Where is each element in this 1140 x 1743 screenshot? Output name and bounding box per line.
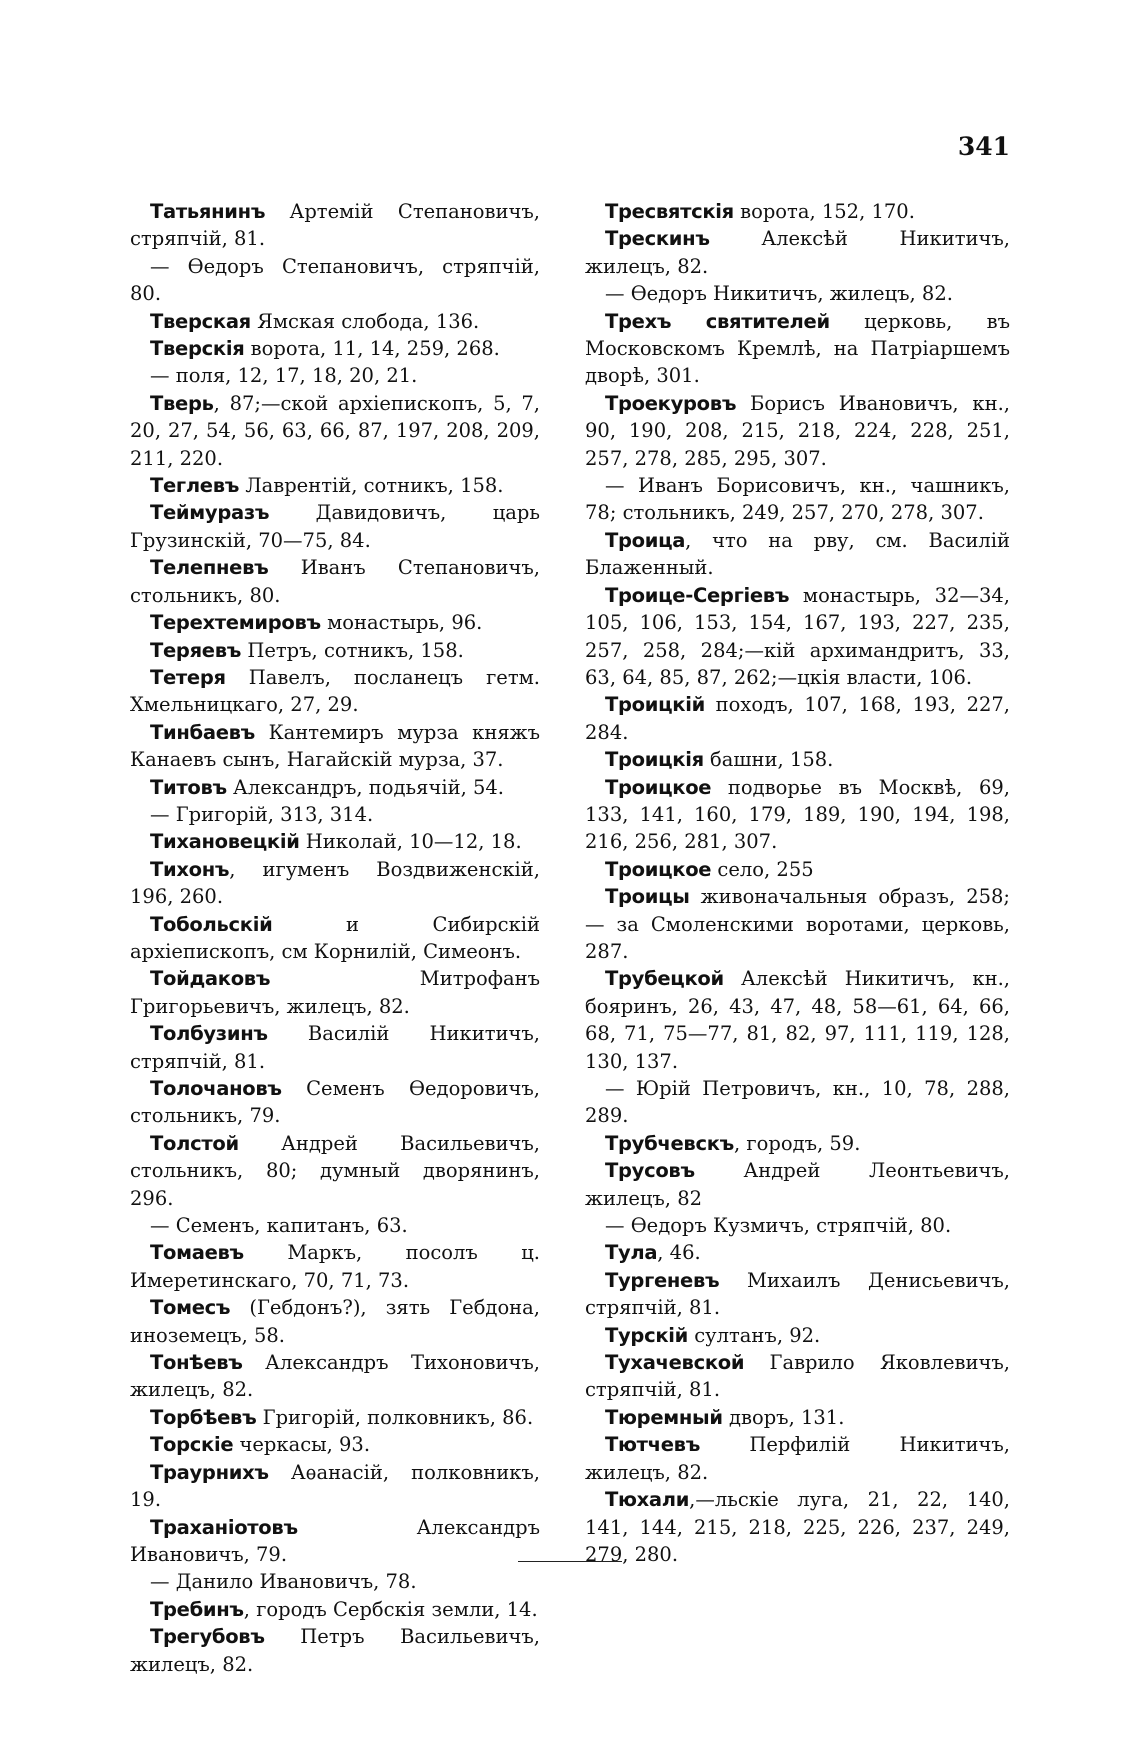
entry-headword: Тула [605,1241,658,1265]
index-entry [130,390,540,472]
entry-text: Борисъ Ивановичъ, кн., 90, 190, 208, 215, 218, 224, 228, 251, 257, 278, 285, 295, 307. [585,391,1010,470]
index-entry [130,1212,540,1239]
entry-text: церковь, въ Московскомъ Кремлѣ, на Патріаршемъ дворѣ, 301. [585,309,1010,388]
entry-headword: Троицкое [605,857,712,881]
entry-headword: Троицкія [605,748,704,772]
index-entry [130,1431,540,1458]
entry-text: подворье въ Москвѣ, 69, 133, 141, 160, 179, 189, 190, 194, 198, 216, 256, 281, 307. [585,775,1010,854]
end-rule [518,1561,622,1562]
entry-text: походъ, 107, 168, 193, 227, 284. [585,693,1010,744]
index-column-right [585,198,1010,1568]
entry-headword: Трубчевскъ [605,1131,734,1155]
entry-text: Михаилъ Денисьевичъ, стряпчій, 81. [585,1268,1010,1320]
entry-headword: Тетеря [150,665,226,689]
index-entry [130,1130,540,1212]
entry-headword: Траурнихъ [150,1460,269,1484]
entry-headword: Тверскія [150,337,245,361]
index-entry [130,609,540,636]
page-number: 341 [957,132,1010,161]
index-column-left [130,198,540,1678]
entry-text: , 87;—ской архіепископъ, 5, 7, 20, 27, 54, 56, 63, 66, 87, 197, 208, 209, 211, 220. [130,391,540,470]
entry-text: , что на рву, см. Василій Блаженный. [585,528,1010,580]
index-entry [585,472,1010,527]
index-entry [585,691,1010,746]
index-entry [130,801,540,828]
index-entry [585,883,1010,965]
index-entry [585,774,1010,856]
entry-headword: Торбѣевъ [150,1405,257,1429]
entry-text: — Семенъ, капитанъ, 63. [150,1214,408,1238]
index-entry [585,1349,1010,1404]
entry-text: — Григорій, 313, 314. [150,802,374,826]
entry-text: Александръ, подьячій, 54. [226,775,504,799]
entry-headword: Татьянинъ [150,200,266,223]
index-entry [130,308,540,335]
entry-headword: Телепневъ [150,556,269,580]
index-entry [130,472,540,499]
index-entry [585,582,1010,692]
index-entry [585,527,1010,582]
entry-headword: Толочановъ [150,1077,282,1100]
index-entry [130,1568,540,1595]
entry-text: Давидовичъ, царь Грузинскій, 70—75, 84. [130,501,540,552]
entry-headword: Томесъ [150,1296,231,1320]
entry-headword: Толстой [150,1131,239,1155]
entry-headword: Тойдаковъ [150,967,271,991]
entry-text: Иванъ Степановичъ, стольникъ, 80. [130,556,540,607]
index-entry [130,774,540,801]
entry-text: Александръ Тихоновичъ, жилецъ, 82. [130,1351,540,1402]
entry-text: — Ѳедоръ Кузмичъ, стряпчій, 80. [605,1214,952,1238]
index-entry [585,965,1010,1075]
entry-text: живоначальныя образъ, 258;— за Смоленскими воротами, церковь, 287. [585,885,1010,963]
index-entry [130,719,540,774]
entry-headword: Тихонъ [150,857,230,881]
entry-headword: Тверь [150,391,214,415]
index-entry [585,198,1010,225]
entry-text: Григорій, полковникъ, 86. [256,1405,534,1429]
entry-headword: Троицкое [605,775,712,799]
index-entry [130,362,540,389]
index-entry [585,1431,1010,1486]
index-entry [585,1239,1010,1266]
entry-headword: Тинбаевъ [150,720,256,744]
entry-text: Петръ Васильевичъ, жилецъ, 82. [130,1625,540,1676]
index-entry [585,308,1010,390]
entry-headword: Теряевъ [150,638,242,662]
entry-text: черкасы, 93. [233,1433,371,1457]
entry-text: Павелъ, посланецъ гетм. Хмельницкаго, 27, 29. [130,665,540,717]
entry-headword: Тургеневъ [605,1268,720,1292]
entry-headword: Трехъ святителей [605,309,830,333]
entry-text: Алексѣй Никитичъ, жилецъ, 82. [585,227,1010,278]
index-entry [585,1486,1010,1568]
entry-text: Алексѣй Никитичъ, кн., бояринъ, 26, 43, 47, 48, 58—61, 64, 66, 68, 71, 75—77, 81, 82, 97, 111, 119, 128, 130, 137. [585,967,1010,1073]
entry-text: Ямская слобода, 136. [250,309,480,333]
entry-text: Андрей Васильевичъ, стольникъ, 80; думный дворянинъ, 296. [130,1131,540,1210]
entry-text: Гаврило Яковлевичъ, стряпчій, 81. [585,1351,1010,1402]
entry-text: Петръ, сотникъ, 158. [241,638,464,662]
entry-headword: Трегубовъ [150,1625,265,1649]
entry-text: Василій Никитичъ, стряпчій, 81. [130,1022,540,1073]
entry-text: ворота, 11, 14, 259, 268. [244,337,500,361]
entry-headword: Троицкій [605,693,705,717]
index-entry [130,856,540,911]
entry-text: и Сибирскій архіепископъ, см Корнилій, Симеонъ. [130,912,540,963]
entry-headword: Тверская [150,309,251,333]
entry-headword: Терехтемировъ [150,611,321,635]
index-entry [130,554,540,609]
entry-headword: Турскій [605,1323,689,1347]
entry-text: — Данило Ивановичъ, 78. [150,1570,417,1594]
entry-text: — Ѳедоръ Степановичъ, стряпчій, 80. [130,254,540,306]
entry-headword: Тюхали [605,1488,690,1512]
entry-text: — поля, 12, 17, 18, 20, 21. [150,364,418,388]
entry-text: монастырь, 96. [320,611,483,635]
index-entry [585,1157,1010,1212]
entry-headword: Тонѣевъ [150,1351,243,1375]
index-entry [130,1596,540,1623]
entry-text: — Иванъ Борисовичъ, кн., чашникъ, 78; стольникъ, 249, 257, 270, 278, 307. [585,474,1010,525]
index-entry [585,1130,1010,1157]
entry-text: село, 255 [711,857,814,881]
entry-headword: Требинъ [150,1597,244,1621]
entry-text: Лаврентій, сотникъ, 158. [239,474,504,498]
index-entry [585,1075,1010,1130]
index-entry [585,1267,1010,1322]
index-entry [130,637,540,664]
entry-text: дворъ, 131. [722,1405,845,1429]
index-entry [130,1514,540,1569]
entry-headword: Трусовъ [605,1159,695,1183]
index-entry [130,499,540,554]
entry-headword: Тюремный [605,1405,723,1429]
entry-text: башни, 158. [703,748,834,772]
entry-text: Маркъ, посолъ ц. Имеретинскаго, 70, 71, 73. [130,1241,540,1292]
index-entry [130,1239,540,1294]
entry-text: Семенъ Ѳедоровичъ, стольникъ, 79. [130,1077,540,1128]
entry-text: монастырь, 32—34, 105, 106, 153, 154, 167, 193, 227, 235, 257, 258, 284;—кій архимандритъ, 33, 63, 64, 85, 87, 262;—цкія власти, 106. [585,583,1010,689]
entry-text: Артемій Степановичъ, стряпчій, 81. [130,200,540,251]
entry-text: Кантемиръ мурза княжъ Канаевъ сынъ, Нагайскій мурза, 37. [130,720,540,772]
index-entry [585,1404,1010,1431]
entry-text: (Гебдонъ?), зять Гебдона, иноземецъ, 58. [130,1296,540,1347]
entry-headword: Траханіотовъ [150,1515,298,1539]
entry-text: Николай, 10—12, 18. [299,830,522,854]
index-entry [585,280,1010,307]
entry-text: ворота, 152, 170. [733,200,915,223]
entry-headword: Теймуразъ [150,501,270,525]
index-entry [130,1404,540,1431]
index-entry [130,198,540,253]
index-entry [130,965,540,1020]
entry-headword: Толбузинъ [150,1022,268,1046]
entry-text: Аѳанасій, полковникъ, 19. [130,1460,540,1512]
entry-text: — Ѳедоръ Никитичъ, жилецъ, 82. [605,282,953,306]
entry-text: Перфилій Никитичъ, жилецъ, 82. [585,1433,1010,1484]
entry-headword: Троица [605,528,686,552]
index-entry [130,1623,540,1678]
index-entry [585,746,1010,773]
index-entry [585,856,1010,883]
index-entry [585,225,1010,280]
entry-text: — Юрій Петровичъ, кн., 10, 78, 288, 289. [585,1077,1010,1128]
index-entry [130,1294,540,1349]
index-entry [130,1459,540,1514]
entry-headword: Тихановецкій [150,830,300,854]
index-entry [130,664,540,719]
entry-text: , игуменъ Воздвиженскій, 196, 260. [130,857,540,909]
entry-text: , городъ Сербскія земли, 14. [243,1597,538,1621]
index-entry [130,828,540,855]
index-entry [130,335,540,362]
entry-headword: Тютчевъ [605,1433,701,1457]
entry-text: Андрей Леонтьевичъ, жилецъ, 82 [585,1159,1010,1210]
entry-headword: Тухачевской [605,1351,745,1375]
index-entry [585,390,1010,472]
entry-text: , городъ, 59. [734,1131,861,1155]
entry-text: Александръ Ивановичъ, 79. [130,1515,540,1566]
index-entry [130,253,540,308]
index-entry [130,1349,540,1404]
entry-text: Митрофанъ Григорьевичъ, жилецъ, 82. [130,967,540,1018]
index-entry [130,1075,540,1130]
index-entry [585,1212,1010,1239]
entry-headword: Томаевъ [150,1241,244,1265]
entry-headword: Троице-Сергіевъ [605,583,790,607]
entry-headword: Тресвятскія [605,200,734,223]
index-entry [585,1322,1010,1349]
entry-text: ,—льскіе луга, 21, 22, 140, 141, 144, 215, 218, 225, 226, 237, 249, 279, 280. [585,1488,1010,1566]
entry-headword: Торскіе [150,1433,234,1457]
entry-headword: Трубецкой [605,967,724,991]
entry-headword: Троицы [605,885,690,909]
entry-headword: Титовъ [150,775,227,799]
entry-text: султанъ, 92. [688,1323,821,1347]
entry-headword: Тобольскій [150,912,273,936]
entry-headword: Троекуровъ [605,391,737,415]
index-entry [130,1020,540,1075]
entry-headword: Теглевъ [150,474,240,498]
entry-text: , 46. [657,1241,701,1265]
index-entry [130,911,540,966]
entry-headword: Трескинъ [605,227,710,251]
